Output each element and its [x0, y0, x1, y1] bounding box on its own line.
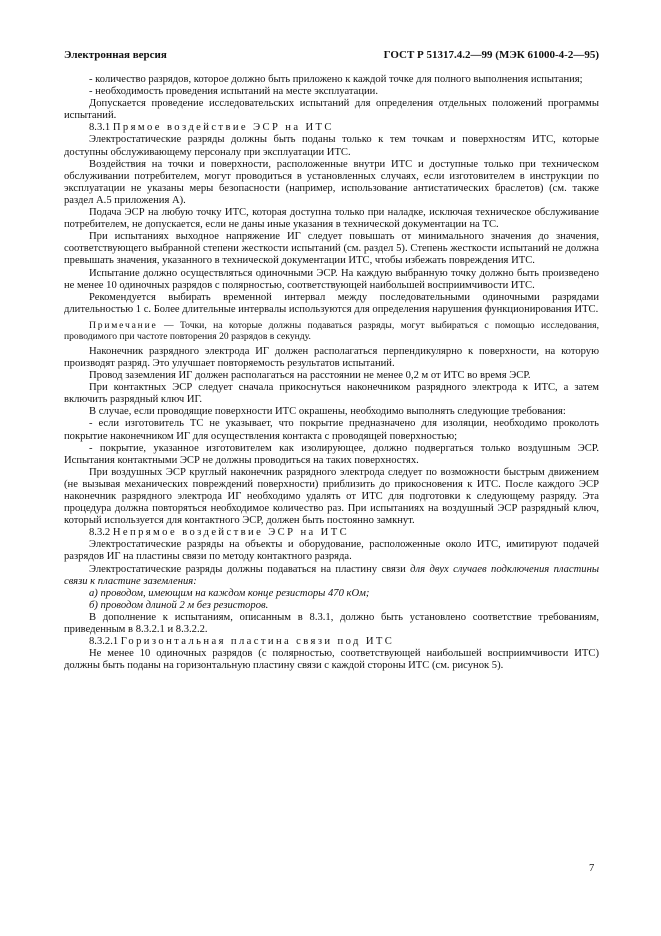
paragraph: - если изготовитель ТС не указывает, что покрытие предназначено для изоляции, необходимо проколоть покрытие наконечником ИГ для осуществления контакта с проводящей поверхностью;	[64, 418, 599, 442]
paragraph: - покрытие, указанное изготовителем как изолирующее, должно подвергаться только воздушным ЭСР. Испытания контактными ЭСР не должны проводиться на таких поверхностях.	[64, 442, 599, 466]
section-title: Непрямое воздействие ЭСР на ИТС	[112, 527, 350, 539]
paragraph: Допускается проведение исследовательских испытаний для определения отдельных положений программы испытаний.	[64, 98, 599, 122]
list-item: б) проводом длиной 2 м без резисторов.	[89, 599, 269, 611]
paragraph: Электростатические разряды должны быть поданы только к тем точкам и поверхностям ИТС, которые доступны обслуживающему персоналу при эксплуатации ИТС.	[64, 134, 599, 158]
section-heading-8-3-2	[64, 527, 599, 539]
section-heading-8-3-2-1	[64, 636, 599, 648]
paragraph: Испытание должно осуществляться одиночными ЭСР. На каждую выбранную точку должно быть произведено не менее 10 одиночных разрядов с полярностью, соответствующей наибольшей восприимчивости ИТС.	[64, 267, 599, 291]
paragraph-italic-text: для двух случаев подключения пластины связи к пластине заземления:	[64, 563, 600, 587]
paragraph: Подача ЭСР на любую точку ИТС, которая доступна только при наладке, исключая техническое обслуживание потребителем, не допускается, если не даны иные указания в технической документации на ТС.	[64, 207, 599, 231]
paragraph: В дополнение к испытаниям, описанным в 8.3.1, должно быть установлено соответствие требованиям, приведенным в 8.3.2.1 и 8.3.2.2.	[64, 611, 599, 636]
section-title: Прямое воздействие ЭСР на ИТС	[112, 122, 334, 134]
header-standard-number: ГОСТ Р 51317.4.2—99 (МЭК 61000-4-2—95)	[383, 49, 599, 61]
note	[64, 320, 599, 342]
paragraph: В случае, если проводящие поверхности ИТС окрашены, необходимо выполнять следующие требования:	[89, 406, 566, 418]
paragraph: Рекомендуется выбирать временной интервал между последовательными одиночными разрядами длительностью 1 с. Более длительные интервалы используются для определения нарушения функционирования ИТС.	[64, 291, 599, 315]
paragraph: Провод заземления ИГ должен располагаться на расстоянии не менее 0,2 м от ИТС во время ЭСР.	[89, 370, 531, 382]
header-left-label: Электронная версия	[64, 49, 167, 61]
paragraph: Воздействия на точки и поверхности, расположенные внутри ИТС и доступные только при техническом обслуживании потребителем, могут проводиться в установленных случаях, если изготовителем в инструкции по эксплуатации не указаны меры безопасности (например, использование антистатических браслетов) (см. также раздел А.5 приложения А).	[64, 158, 599, 206]
section-heading-8-3-1	[64, 122, 599, 134]
section-number: 8.3.2	[89, 527, 111, 539]
document-body	[64, 74, 599, 672]
paragraph: Не менее 10 одиночных разрядов (с полярностью, соответствующей наибольшей восприимчивости ИТС) должны быть поданы на горизонтальную пластину связи с каждой стороны ИТС (см. рисунок 5).	[64, 648, 599, 672]
page-number: 7	[589, 863, 595, 874]
section-number: 8.3.2.1	[89, 636, 119, 648]
paragraph: Электростатические разряды на объекты и оборудование, расположенные около ИТС, имитируют подачей разрядов ИГ на пластины связи по методу контактного разряда.	[64, 539, 599, 563]
list-item: а) проводом, имеющим на каждом конце резисторы 470 кОм;	[89, 587, 370, 599]
paragraph: Наконечник разрядного электрода ИГ должен располагаться перпендикулярно к поверхности, на которую производят разряд. Это улучшает повторяемость результатов испытаний.	[64, 345, 599, 369]
paragraph-text: Электростатические разряды должны подаваться на пластину связи	[89, 563, 411, 575]
section-title: Горизонтальная пластина связи под ИТС	[120, 636, 395, 648]
paragraph: - количество разрядов, которое должно быть приложено к каждой точке для полного выполнения испытания;	[89, 74, 583, 85]
note-label: Примечание	[89, 319, 158, 331]
note-text: — Точки, на которые должны подаваться разряды, могут выбираться с помощью исследования, проводимого при частоте повторения 20 разрядов в секунду.	[64, 319, 599, 342]
paragraph	[64, 564, 599, 588]
section-number: 8.3.1	[89, 122, 111, 134]
paragraph: При испытаниях выходное напряжение ИГ следует повышать от минимального значения до значения, соответствующего выбранной степени жесткости испытаний (см. раздел 5). Степень жесткости испытаний не должна превышать значения, указанного в технической документации ИТС, чтобы избежать повреждения ИТС.	[64, 231, 599, 267]
paragraph: - необходимость проведения испытаний на месте эксплуатации.	[89, 86, 379, 98]
paragraph: При воздушных ЭСР круглый наконечник разрядного электрода следует по возможности быстрым движением (не вызывая механических повреждений поверхности) приблизить до прикосновения к ИТС. После каждого ЭСР наконечник разрядного электрода ИГ необходимо удалять от ИТС для подготовки к следующему разряду. Эта процедура должна повторяться необходимое количество раз. При испытаниях на воздушный ЭСР разрядный ключ, который используется для контактного ЭСР, должен быть постоянно замкнут.	[64, 466, 599, 527]
paragraph: При контактных ЭСР следует сначала прикоснуться наконечником разрядного электрода к ИТС, а затем включить разрядный ключ ИГ.	[64, 382, 599, 406]
